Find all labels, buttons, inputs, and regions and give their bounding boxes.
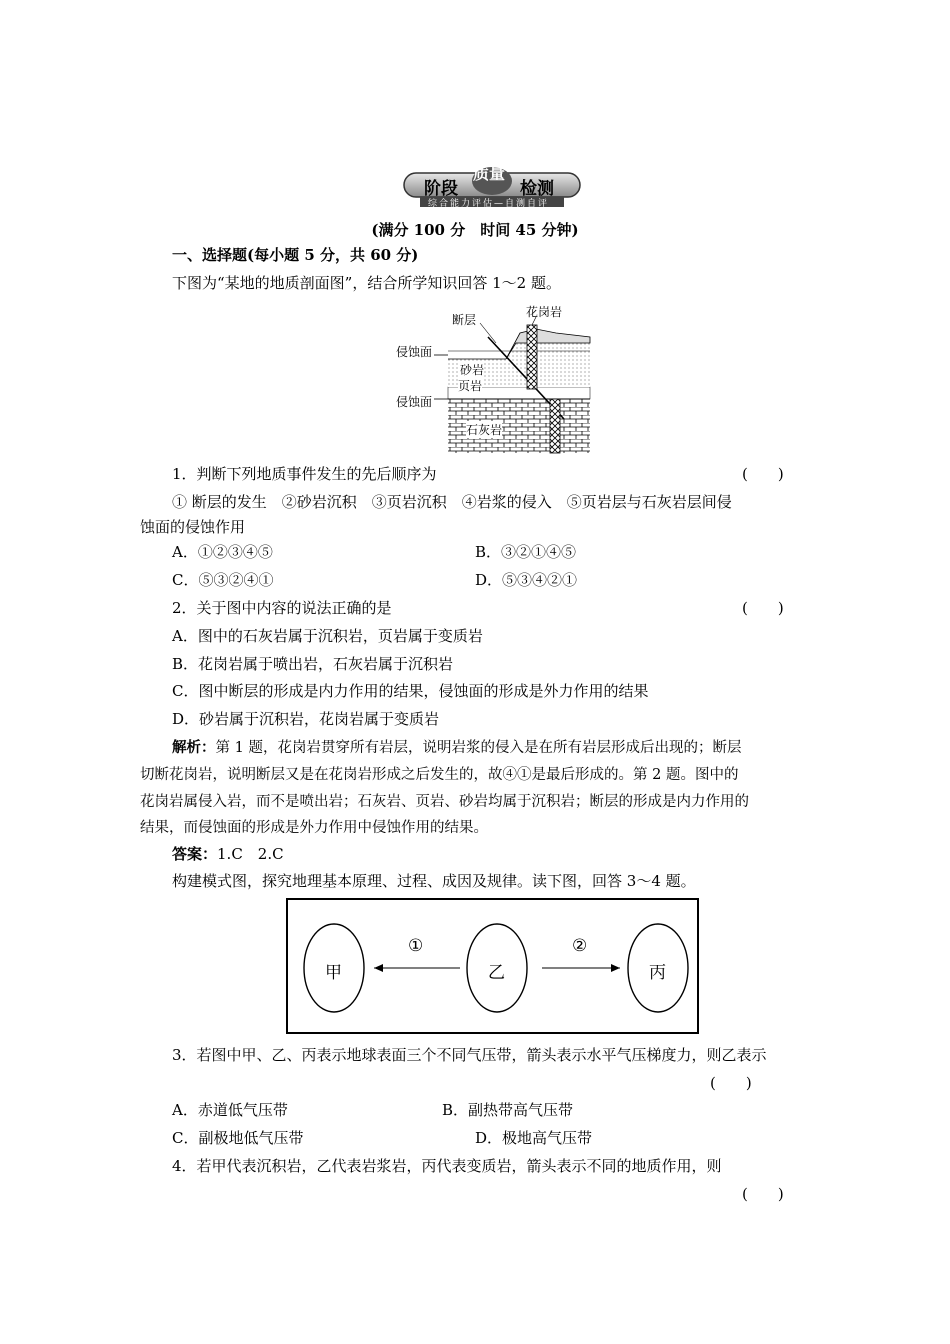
q3-answer-blank: ( ) [710,1074,752,1092]
q1-option-d: D．⑤③④②① [475,571,578,589]
q2-answer-blank: ( ) [742,599,784,617]
granite-dike-upper [527,325,537,389]
label-sandstone: 砂岩 [460,363,485,377]
q3-option-a: A．赤道低气压带 [172,1101,288,1119]
q3-stem: 3．若图中甲、乙、丙表示地球表面三个不同气压带，箭头表示水平气压梯度力，则乙表示 [172,1046,767,1064]
analysis-text-1: 第 1 题，花岗岩贯穿所有岩层，说明岩浆的侵入是在所有岩层形成后出现的；断层 [215,740,742,756]
analysis-line4: 结果，而侵蚀面的形成是外力作用中侵蚀作用的结果。 [140,820,488,836]
q2-option-b: B．花岗岩属于喷出岩，石灰岩属于沉积岩 [172,655,454,673]
banner-title-c: 检测 [520,179,554,199]
q1-option-c: C．⑤③②④① [172,571,274,589]
label-limestone: 石灰岩 [466,423,503,437]
label-fault: 断层 [452,313,477,327]
analysis-line3: 花岗岩属侵入岩，而不是喷出岩；石灰岩、页岩、砂岩均属于沉积岩；断层的形成是内力作用的 [140,794,749,810]
q2-option-d: D．砂岩属于沉积岩，花岗岩属于变质岩 [172,710,440,728]
analysis-line1 [172,738,741,758]
q4-stem: 4．若甲代表沉积岩，乙代表岩浆岩，丙代表变质岩，箭头表示不同的地质作用，则 [172,1157,722,1175]
intro-1: 下图为“某地的地质剖面图”，结合所学知识回答 1～2 题。 [172,274,561,292]
q4-answer-blank: ( ) [742,1185,784,1203]
label-yi: 乙 [488,963,505,983]
q2-stem: 2．关于图中内容的说法正确的是 [172,599,392,617]
banner-tagline: 综合能力评估—自测自评 [428,199,550,209]
answer-text: 1.C 2.C [217,845,284,863]
label-jia: 甲 [325,963,342,983]
analysis-label: 解析： [172,739,216,756]
q1-events-line2: 蚀面的侵蚀作用 [140,518,246,536]
analysis-line2: 切断花岗岩，说明断层又是在花岗岩形成之后发生的，故④①是最后形成的。第 2 题。图中的 [140,767,739,783]
label-erosion-surface-1: 侵蚀面 [396,345,433,359]
answer-line [172,844,284,864]
geologic-section-figure [396,303,596,455]
label-arrow-1: ① [408,936,424,956]
q1-option-b: B．③②①④⑤ [475,543,577,561]
arrow-1-head [374,964,383,972]
q2-option-a: A．图中的石灰岩属于沉积岩，页岩属于变质岩 [172,627,483,645]
label-shale: 页岩 [458,379,483,393]
banner-title-a: 阶段 [424,179,458,199]
section-heading: 一、选择题(每小题 5 分，共 60 分) [172,246,419,264]
label-arrow-2: ② [572,936,588,956]
q2-option-c: C．图中断层的形成是内力作用的结果，侵蚀面的形成是外力作用的结果 [172,682,649,700]
q3-option-b: B．副热带高气压带 [442,1101,574,1119]
exam-subtitle: (满分 100 分 时间 45 分钟) [371,221,579,239]
q1-events-line1: ① 断层的发生 ②砂岩沉积 ③页岩沉积 ④岩浆的侵入 ⑤页岩层与石灰岩层间侵 [172,493,732,511]
section-banner [400,165,584,209]
label-erosion-surface-2: 侵蚀面 [396,395,433,409]
label-bing: 丙 [649,963,666,983]
q1-answer-blank: ( ) [742,465,784,483]
pressure-belt-model-figure [286,898,699,1034]
answer-label: 答案： [172,845,218,863]
intro-2: 构建模式图，探究地理基本原理、过程、成因及规律。读下图，回答 3～4 题。 [172,872,696,890]
q1-option-a: A．①②③④⑤ [172,543,273,561]
label-granite: 花岗岩 [526,305,563,319]
q3-option-c: C．副极地低气压带 [172,1129,304,1147]
arrow-2-head [611,964,620,972]
q3-option-d: D．极地高气压带 [475,1129,593,1147]
q1-stem: 1．判断下列地质事件发生的先后顺序为 [172,465,437,483]
banner-title-b: 质量 [473,164,506,183]
granite-dike-lower [550,399,560,453]
